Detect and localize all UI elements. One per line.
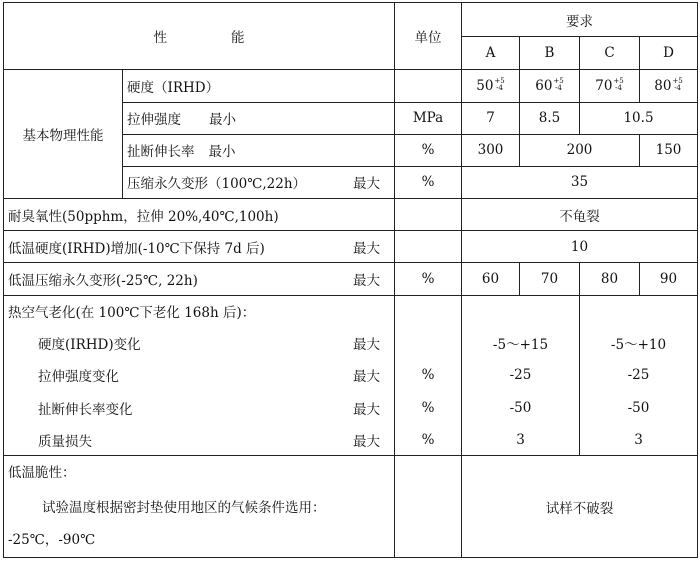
elongation-unit: % [395,134,462,166]
heat-aging-elongation-ab: -50 [462,392,580,424]
low-temp-hardness-value: 10 [462,231,698,263]
tensile-cd: 10.5 [580,102,698,134]
heat-aging-mass-qualifier: 最大 [353,433,380,450]
grade-b: B [520,37,580,70]
hardness-unit [395,70,462,102]
low-temp-compression-d: 90 [640,263,698,295]
tensile-a: 7 [462,102,520,134]
brittleness-unit [395,456,462,558]
brittleness-value: 试样不破裂 [462,456,698,558]
tensile-label: 拉伸强度 最小 [123,102,395,134]
header-property-char1: 性 [153,30,167,47]
elongation-label: 扯断伸长率 最小 [123,134,395,166]
low-temp-compression-c: 80 [580,263,640,295]
grade-c: C [580,37,640,70]
heat-aging-elongation-cd: -50 [580,392,698,424]
heat-aging-mass-label: 质量损失 最大 [4,424,395,456]
tensile-unit: MPa [395,102,462,134]
compression-unit: % [395,166,462,198]
hardness-d: 80 +5 -4 [640,70,698,102]
low-temp-compression-unit: % [395,263,462,295]
elongation-qualifier: 最小 [208,144,236,161]
compression-label: 压缩永久变形（100℃,22h） 最大 [123,166,395,198]
basic-properties-label: 基本物理性能 [4,70,123,199]
elongation-bc: 200 [520,134,640,166]
brittleness-label [4,456,395,558]
heat-aging-mass-ab: 3 [462,424,580,456]
hardness-c: 70 +5 -4 [580,70,640,102]
hardness-b: 60 +5 -4 [520,70,580,102]
hardness-label: 硬度（IRHD） [123,70,395,102]
heat-aging-title-unit [395,295,462,327]
heat-aging-mass-unit: % [395,424,462,456]
low-temp-hardness-label: 低温硬度(IRHD)增加(-10℃下保持 7d 后) 最大 [4,231,395,263]
heat-aging-hardness-label: 硬度(IRHD)变化 最大 [4,327,395,359]
ozone-unit [395,199,462,231]
tensile-b: 8.5 [520,102,580,134]
tensile-qualifier: 最小 [209,112,236,129]
low-temp-hardness-qualifier: 最大 [353,240,380,257]
heat-aging-elongation-qualifier: 最大 [353,401,380,418]
brittleness-line1: 试验温度根据密封垫使用地区的气候条件选用： [42,500,326,517]
header-property-char2: 能 [231,30,245,47]
heat-aging-title-cd [580,295,698,327]
low-temp-hardness-unit [395,231,462,263]
ozone-label: 耐臭氧性(50pphm，拉伸 20%,40℃,100h) [4,199,395,231]
elongation-d: 150 [640,134,698,166]
requirements-table [3,2,698,558]
heat-aging-tensile-qualifier: 最大 [353,369,380,386]
low-temp-compression-b: 70 [520,263,580,295]
heat-aging-tensile-unit: % [395,359,462,391]
heat-aging-hardness-cd: -5～+10 [580,327,698,359]
elongation-a: 300 [462,134,520,166]
heat-aging-hardness-qualifier: 最大 [353,337,380,354]
header-requirement: 要求 [462,3,698,37]
heat-aging-hardness-ab: -5～+15 [462,327,580,359]
heat-aging-hardness-unit [395,327,462,359]
heat-aging-elongation-label: 扯断伸长率变化 最大 [4,392,395,424]
heat-aging-elongation-unit: % [395,392,462,424]
brittleness-line2: -25℃，-90℃ [8,532,96,549]
grade-d: D [640,37,698,70]
heat-aging-title: 热空气老化(在 100℃下老化 168h 后)： [4,295,395,327]
heat-aging-mass-cd: 3 [580,424,698,456]
ozone-value: 不龟裂 [462,199,698,231]
heat-aging-tensile-ab: -25 [462,359,580,391]
header-property [4,3,395,70]
compression-value: 35 [462,166,698,198]
brittleness-title: 低温脆性： [8,465,76,482]
low-temp-compression-a: 60 [462,263,520,295]
compression-qualifier: 最大 [353,176,380,193]
heat-aging-tensile-label: 拉伸强度变化 最大 [4,359,395,391]
low-temp-compression-label: 低温压缩永久变形(-25℃, 22h) 最大 [4,263,395,295]
hardness-a: 50 +5 -4 [462,70,520,102]
heat-aging-title-ab [462,295,580,327]
heat-aging-tensile-cd: -25 [580,359,698,391]
header-unit: 单位 [395,3,462,70]
low-temp-compression-qualifier: 最大 [353,272,380,289]
grade-a: A [462,37,520,70]
